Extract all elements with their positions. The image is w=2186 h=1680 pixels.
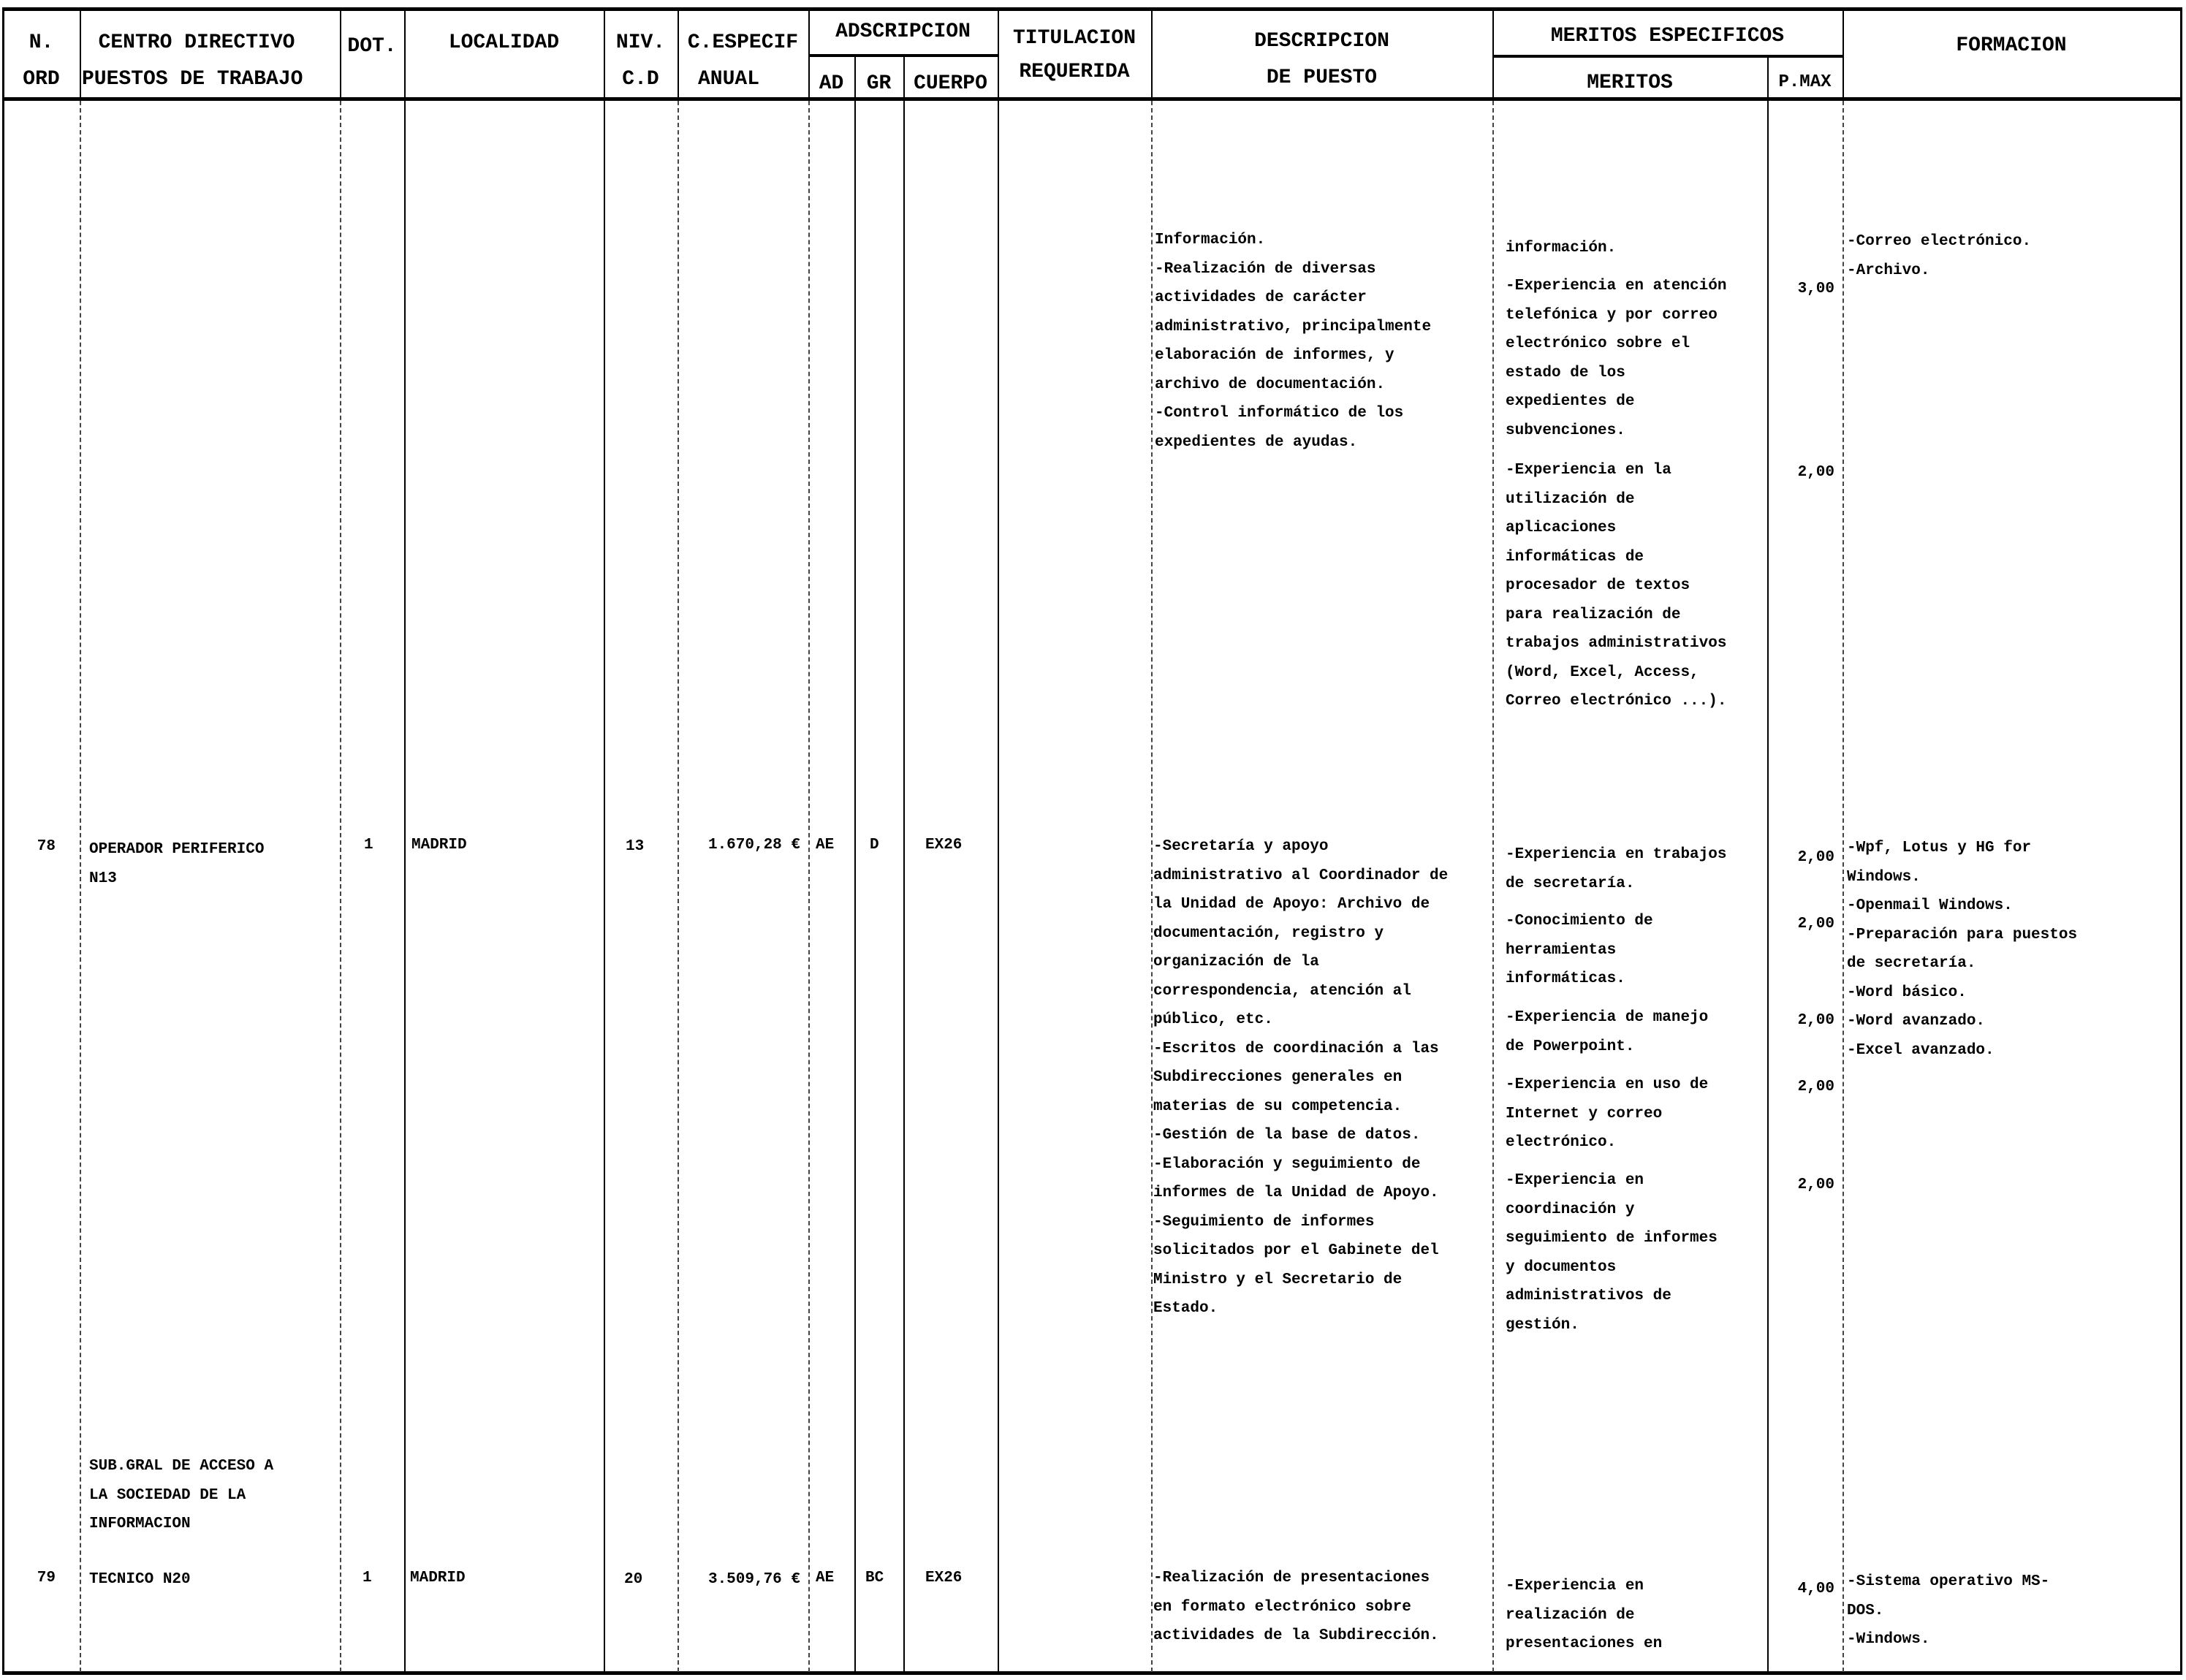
header-label: FORMACION xyxy=(1956,34,2067,57)
body-col-line xyxy=(1151,101,1153,1672)
row-dot: 1 xyxy=(364,837,373,854)
header-label: AD xyxy=(819,72,844,95)
body-col-line xyxy=(80,101,81,1672)
row-centro: OPERADOR PERIFERICO N13 xyxy=(89,841,265,887)
table-bottom-border xyxy=(3,1671,2182,1675)
row-niv: 13 xyxy=(626,838,645,855)
header-label: MERITOS ESPECIFICOS xyxy=(1550,25,1785,47)
header-label: REQUERIDA xyxy=(1019,61,1130,83)
row-gr: D xyxy=(870,837,879,854)
header-meritos xyxy=(1492,72,1767,95)
row-merito: -Experiencia en coordinación y seguimiento de informes y documentos administrativos de gestión. xyxy=(1506,1172,1718,1334)
header-p-max xyxy=(1767,71,1842,94)
body-col-line xyxy=(404,101,406,1672)
body-col-line xyxy=(903,101,905,1672)
row-merito-pmax: 4,00 xyxy=(1797,1581,1834,1597)
header-ad xyxy=(808,72,854,96)
row-cuerpo: EX26 xyxy=(925,1570,963,1586)
row-merito-pmax: 2,00 xyxy=(1797,1012,1834,1029)
body-col-line xyxy=(1492,101,1494,1672)
row-dot: 1 xyxy=(363,1570,372,1586)
header-cuerpo xyxy=(903,72,998,96)
body-col-line xyxy=(998,101,999,1672)
row-merito-pmax: 2,00 xyxy=(1797,1177,1834,1193)
header-label: DOT. xyxy=(347,35,397,58)
body-col-line xyxy=(1842,101,1844,1672)
header-puestos xyxy=(82,68,303,91)
header-niv xyxy=(604,31,678,55)
body-col-line xyxy=(340,101,341,1672)
group-heading: SUB.GRAL DE ACCESO A LA SOCIEDAD DE LA INFORMACION xyxy=(89,1458,274,1532)
row-merito: -Experiencia en uso de Internet y correo electrónico. xyxy=(1506,1076,1709,1151)
header-label: ORD xyxy=(23,68,60,91)
header-label: CENTRO DIRECTIVO xyxy=(98,31,295,54)
cont-merito: -Experiencia en la utilización de aplicaciones informáticas de procesador de textos para realización de trabajos administrativos (Word, Excel, Access, Correo electrónico ...). xyxy=(1506,462,1727,710)
row-c-especif: 3.509,76 € xyxy=(707,1571,800,1588)
row-gr: BC xyxy=(865,1570,884,1586)
header-n-ord-2 xyxy=(3,68,80,91)
header-label: C.ESPECIF xyxy=(687,31,799,54)
row-merito: -Experiencia en trabajos de secretaría. xyxy=(1506,846,1727,892)
header-n-ord xyxy=(3,31,80,55)
header-label: ANUAL xyxy=(697,68,759,91)
body-col-line xyxy=(604,101,605,1672)
row-n-ord: 79 xyxy=(37,1570,56,1586)
header-label: N. xyxy=(29,31,54,54)
row-centro: TECNICO N20 xyxy=(89,1571,191,1588)
row-cuerpo: EX26 xyxy=(925,837,963,854)
row-merito: -Experiencia en realización de presentaciones en xyxy=(1506,1578,1663,1652)
row-localidad: MADRID xyxy=(411,837,467,854)
row-merito: -Experiencia de manejo de Powerpoint. xyxy=(1506,1009,1709,1055)
row-ad: AE xyxy=(816,1570,835,1586)
header-bottom-border xyxy=(3,97,2182,101)
header-label: DE PUESTO xyxy=(1266,66,1378,89)
header-label: NIV. xyxy=(615,31,666,54)
row-formacion: -Sistema operativo MS- DOS. -Windows. xyxy=(1847,1573,2050,1648)
row-formacion: -Wpf, Lotus y HG for Windows. -Openmail Windows. -Preparación para puestos de secretaría. -Word básico. -Word avanzado. -Excel avanzado. xyxy=(1847,840,2078,1059)
header-cd xyxy=(604,68,678,91)
cont-merito: información. xyxy=(1506,240,1617,256)
meritos-divider xyxy=(1492,55,1842,58)
cont-merito-pmax: 3,00 xyxy=(1797,281,1834,297)
col-line xyxy=(998,7,999,99)
row-merito: -Conocimiento de herramientas informáticas. xyxy=(1506,913,1653,987)
row-localidad: MADRID xyxy=(410,1570,466,1586)
body-col-line xyxy=(1767,101,1769,1672)
header-label: PUESTOS DE TRABAJO xyxy=(82,68,303,91)
cont-merito: -Experiencia en atención telefónica y por correo electrónico sobre el estado de los expedientes de subvenciones. xyxy=(1506,278,1727,439)
header-dot xyxy=(340,35,404,58)
header-formacion xyxy=(1842,34,2180,58)
header-label: LOCALIDAD xyxy=(448,31,560,54)
header-de-puesto xyxy=(1151,66,1492,90)
header-titulacion xyxy=(998,27,1151,50)
row-merito-pmax: 2,00 xyxy=(1797,1079,1834,1095)
header-label: GR xyxy=(866,72,892,95)
row-niv: 20 xyxy=(624,1571,643,1588)
header-anual xyxy=(678,68,780,91)
cont-formacion: -Correo electrónico. -Archivo. xyxy=(1847,233,2032,279)
header-meritos-especificos xyxy=(1492,25,1842,48)
header-label: ADSCRIPCION xyxy=(835,20,971,43)
header-label: TITULACION xyxy=(1012,27,1136,50)
cont-descripcion: Información. -Realización de diversas actividades de carácter administrativo, principalmente elaboración de informes, y archivo de documentación. -Control informático de los expedientes de ayudas. xyxy=(1155,232,1432,451)
body-col-line xyxy=(678,101,679,1672)
header-adscripcion xyxy=(808,20,998,44)
body-col-line xyxy=(808,101,810,1672)
header-label: MERITOS xyxy=(1587,72,1673,94)
header-label: CUERPO xyxy=(914,72,987,95)
row-merito-pmax: 2,00 xyxy=(1797,916,1834,932)
row-n-ord: 78 xyxy=(37,838,56,855)
row-c-especif: 1.670,28 € xyxy=(707,837,800,854)
header-requerida xyxy=(998,61,1151,84)
col-line xyxy=(2180,7,2182,1675)
row-descripcion: -Realización de presentaciones en formato electrónico sobre actividades de la Subdirección. xyxy=(1153,1570,1439,1644)
body-col-line xyxy=(854,101,856,1672)
header-descripcion xyxy=(1151,30,1492,53)
header-label: P.MAX xyxy=(1778,72,1832,92)
row-descripcion: -Secretaría y apoyo administrativo al Coordinador de la Unidad de Apoyo: Archivo de documentación, registro y organización de la correspondencia, atención al público, etc. -Escritos de coordinación a las Subdirecciones generales en materias de su competencia. -Gestión de la base de datos. -Elaboración y seguimiento de informes de la Unidad de Apoyo. -Seguimiento de informes solicitados por el Gabinete del Ministro y el Secretario de Estado. xyxy=(1153,838,1449,1317)
header-gr xyxy=(854,72,903,96)
table-top-border xyxy=(3,7,2182,11)
row-ad: AE xyxy=(816,837,835,854)
row-merito-pmax: 2,00 xyxy=(1797,849,1834,866)
header-label: DESCRIPCION xyxy=(1254,30,1389,53)
header-c-especif xyxy=(678,31,808,55)
header-localidad xyxy=(404,31,604,55)
cont-merito-pmax: 2,00 xyxy=(1797,464,1834,481)
header-label: C.D xyxy=(622,68,659,91)
header-centro xyxy=(80,31,314,55)
